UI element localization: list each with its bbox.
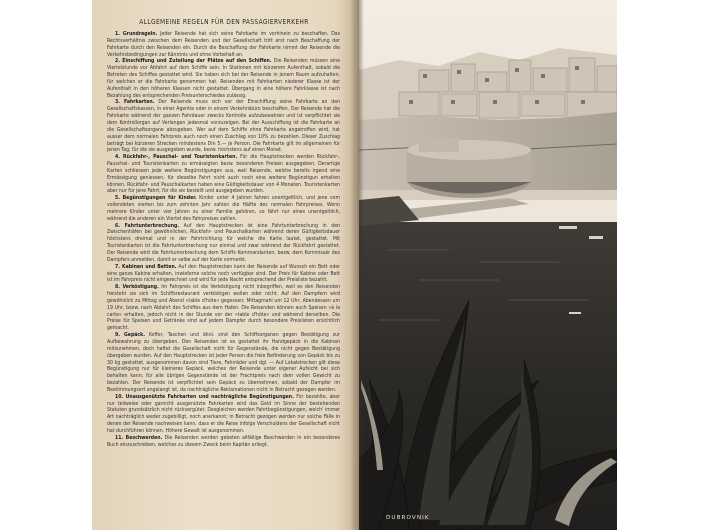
rule-text: Der Reisende muss sich vor der Einschiffung seine Fahrkarte an den Gesellschaftskassen, in einer Agentie oder in einem Verkehrsbüro beschaffen. Der Reisende hat die Fahrkarte während der ganzen Fahrdauer zwecks Kontrolle aufzubewahren und ist verpflichtet sie dem Kontrollorgan auf Verlangen jedesmal vorzuzeigen. Bei der Ausschiffung ist die Fahrkarte an die Gesellschaftsorgane abzugeben. Wer auf dem Schiffe ohne Fahrkarte angetroffen wird, hat ausser dem normalen Fahrpreis auch noch einen Zuschlag von 10% zu bezahlen. Dieser Zuschlag beträgt bei kürzeren Strecken mindestens Din 5.— je Person. Die Fahrkarte gilt im allgemeinen für jenen Tag, für die sie ausgegeben wurde, bezw. höchstens auf einen Monat. (107, 99, 341, 154)
rule-title: 6. Fahrtunterbrechung. (115, 222, 180, 229)
rule-text: Kinder unter 4 Jahren fahren unentgeltlich, und jene vom vollendeten vierten bis zum zehnten Jahr zahlen die Hälfte des normalen Fahrpreises. Wenn mehrere Kinder unter vier Jahren zu einer Familie gehören, so fährt nur eines unentgeltlich, während die anderen ein Viertel des Fahrpreises zahlen. (107, 195, 340, 222)
rule-section (107, 195, 340, 222)
photo-illustration (359, 0, 617, 530)
rule-text: Koffer, Taschen und ähnl. sind den Schiffsorganen gegen Bestätigung zur Aufbewahrung zu übergeben. Den Reisenden ist es gestattet ihr Handgepäck in die Kabinen mitzunehmen, doch haftet die Gesellschaft nicht für Gegenstände, die nicht gegen Bestätigung übergeben wurden. Auf den Hauptstrecken ist jeder Person die freie Beförderung von Gepäck bis zu 30 kg gestattet, ausgenommen davon sind Tiere, Fahrräder und dgl. — Auf Lokalstrecken gilt diese Begünstigung nur für kleineres Gepäck, welches der Reisende unter eigener Aufsicht bei sich behalten kann; für alle übrigen Gegenstände ist der Frachtpreis nach dem vollen Gewicht zu bezahlen. Der Reisende ist verpflichtet sein Gepäck zu übernehmen, sobald der Dampfer im Bestimmungsort angelangt ist, da nachträgliche Reklamationen nicht in Betracht gezogen werden. (107, 332, 341, 393)
rules-page (92, 0, 356, 530)
rule-text: Auf den Hauptstrecken kann der Reisende auf Wunsch ein Bett oder eine ganze Kabine erhalten, inwieferne solche noch verfügbar sind. Der Preis für Kabine oder Bett ist im Fahrpreis nicht eingerechnet und wird für jede Nacht entsprechend der Preisliste bezahlt. (107, 263, 341, 284)
rule-title: 8. Verköstigung. (115, 284, 159, 291)
rule-section (107, 223, 340, 264)
rule-text: Die Reisenden werden gebeten allfällige Beschwerden in ein besonderes Buch einzuschreiben, welches zu diesem Zweck beim Kapitän erliegt. (107, 434, 340, 448)
page-title: ALLGEMEINE REGELN FÜR DEN PASSAGIERVERKEHR (139, 18, 309, 26)
rules-text (107, 31, 340, 448)
dubrovnik-photo (359, 0, 617, 530)
rule-text: Die Reisenden müssen eine Viertelstunde vor Abfahrt auf dem Schiffe sein. In Stationen mit kürzerem Aufenthalt, sobald die Betreten des Schiffes gestattet wird. Sie haben sich bei der Reisende in jenem Raum aufzuhalten, für welchen er die Fahrkarte genommen hat. Reisenden mit Fahrkarten niederer Klasse ist der Aufenthalt in den höheren Klassen nicht gestattet. Übergang in eine höhere Fahrklasse ist nach Bezahlung des entsprechenden Preisunterschiedes zulässig. (107, 58, 340, 99)
rule-text: Jeder Reisende hat sich seine Fahrkarte im vorhinein zu beschaffen. Das Rechtsverhältnis zwischen dem Reisenden und der Gesellschaft tritt erst nach Beschaffung der Fahrkarte durch den Reisenden ein. Durch die Beschaffung der Fahrkarte nimmt der Reisende die Verkehrsbedingungen zur Känntnis und ohne Vorbehalt an. (107, 31, 341, 58)
rule-text: Für bezahlte, aber nur teilweise oder garnicht ausgenützte Fahrkarten wird das Geld im Sinne der bestehenden Statuten grundsätzlich nicht rückvergütet. Desgleichen werden Fahrtbegünstigungen, welch' immer Art nachträglich weder zugebilligt, noch anerkannt; in Betracht gezogen werden nur solche Fälle in denen der Reisende nachweisen kann, dass er die Reise infolge Verschuldens der Gesellschaft nicht hat durchführen können. Höhere Gewalt ist ausgenommen. (107, 393, 340, 434)
rule-section (107, 154, 340, 195)
photo-caption: DUBROVNIK (386, 515, 430, 521)
rule-text: Im Fahrpreis ist die Verköstigung nicht inbegriffen, weil es den Reisenden freisteht sie sich im Schiffsrestaurant verköstigen wollen oder nicht. Auf den Dampfern wird gewöhnlich zu Mittag und Abend »table d'hôte« gegessen; Mittagmahl um 12 Uhr, Abendessen um 19 Uhr, bezw. nach Ablahrt des Schiffes aus dem Hafen. Die Reisenden können auch Speisen »à la carte« erhalten, jedoch nicht in der Stunde vor der »table d'hôte« und während derselben. Die Preise für Speisen und Getränke sind auf jedem Dampfer durch besondere Preislisten ersichtlich gemacht. (107, 284, 340, 332)
rule-title: 10. Unausgenützte Fahrkarten und nachträgliche Begünstigungen. (115, 393, 294, 400)
book-gutter (350, 0, 364, 530)
rule-section (107, 31, 340, 58)
rule-section (107, 264, 340, 285)
rule-title: 4. Rückfahr-, Pauschal- und Touristenkarten. (115, 154, 238, 161)
rule-section (107, 332, 340, 394)
rule-title: 2. Einschiffung und Zuteilung der Plätze auf den Schiffen. (115, 58, 272, 65)
brochure-spread (92, 0, 617, 530)
rule-section (107, 99, 340, 154)
rule-text: Für die Hauptstrecken werden Rückfahr-, Pauschal- und Touristenkarten zu ermässigten bezw. besonderen Preisen ausgegeben. Derartige Karten schliessen jede weitere Begünstigungen aus, weil Reisende, welche bereits irgend eine Ermässigung geniessen, für dieselbe Fahrt nicht auch noch eine weitere Begünstigun erhalten können. Rückfahr- und Pauschalkarten haben eine Gültigkeitsdauer von 4 Monaten. Touristenkarten aber nur für jene Fahrt, für die sie bestellt und ausgegeben wurden. (107, 154, 340, 195)
rule-section (107, 58, 340, 99)
rule-title: 1. Grundregeln. (115, 31, 158, 37)
rule-section (107, 394, 340, 435)
rule-section (107, 284, 340, 332)
rule-section (107, 435, 340, 449)
rule-title: 3. Fahrkarten. (115, 99, 155, 106)
rule-title: 5. Begünstigungen für Kinder. (115, 195, 197, 202)
rule-title: 11. Beschwerden. (115, 434, 163, 441)
photo-page (356, 0, 617, 530)
rule-title: 7. Kabinen und Betten. (115, 263, 177, 270)
rule-text: Auf den Hauptstrecken ist eine Fahrtunterbrechung in den Zwischenhäfen bei gewöhnlichen, Rückfahr- und Pauschalkarten während deren Gültigkeitsdauer höchstens dreimal und in der Fahrtrichtung für welche die Karte lautet, gestattet. Mit Touristenkarten ist die Fahrtunterbrechung nur einmal und zwar während der Rückfahrt gestattet. Der Reisende wird die Fahrtunterbrechung dem Schiffs Kommandanten, bezw. dem Kommissär des Dampfers anmelden, damit er selbe auf der Karte vormerkt. (107, 222, 341, 263)
rule-title: 9. Gepäck. (115, 332, 145, 339)
